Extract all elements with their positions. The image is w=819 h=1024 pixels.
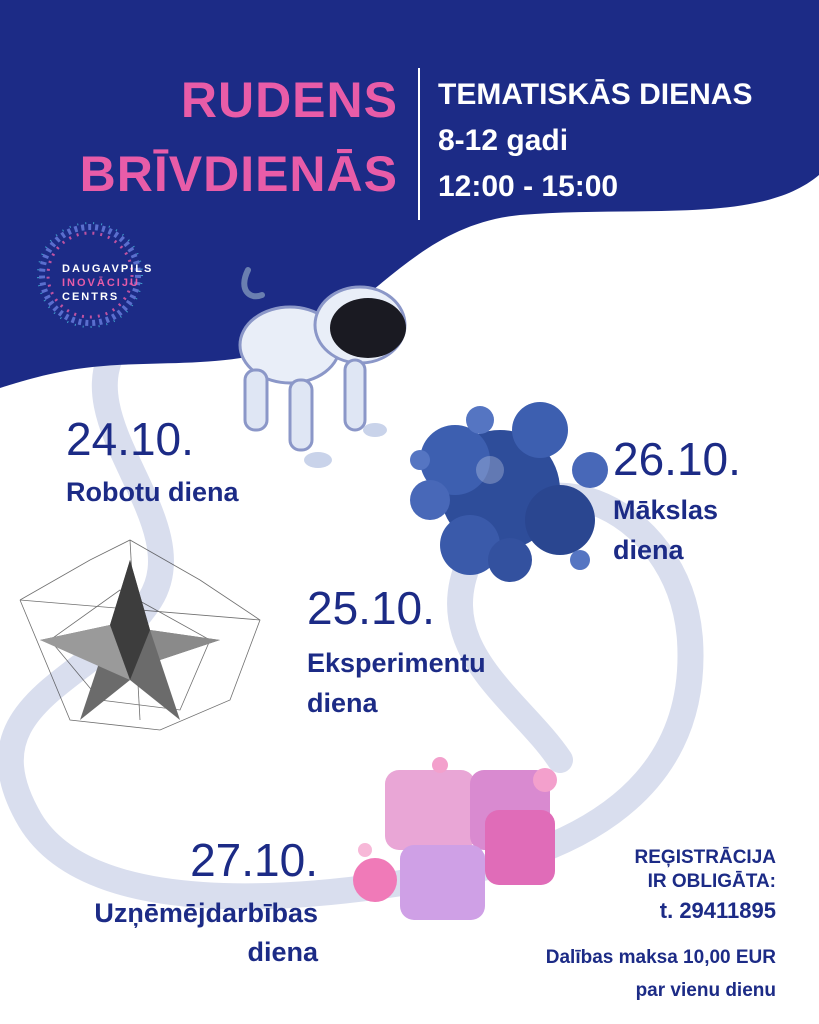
- title-line-2: BRĪVDIENĀS: [79, 146, 398, 202]
- day-4-label-line-2: diena: [247, 937, 318, 967]
- day-4-date: 27.10.: [190, 834, 318, 886]
- info-line-3: 12:00 - 15:00: [438, 170, 619, 203]
- day-2-label-line-2: diena: [307, 688, 378, 718]
- day-2-label-line-1: Eksperimentu: [307, 648, 486, 678]
- day-1-date: 24.10.: [66, 413, 194, 465]
- fee-line-1: Dalības maksa 10,00 EUR: [545, 947, 776, 968]
- info-line-2: 8-12 gadi: [438, 124, 569, 157]
- day-4-label-line-1: Uzņēmējdarbības: [94, 898, 318, 928]
- day-3-label-line-1: Mākslas: [613, 495, 719, 525]
- day-3-label-line-2: diena: [613, 535, 684, 565]
- logo-line-3: CENTRS: [62, 291, 120, 303]
- puzzle-illustration: [353, 757, 557, 920]
- info-line-1: TEMATISKĀS DIENAS: [438, 78, 753, 111]
- fee-line-2: par vienu dienu: [635, 980, 776, 1001]
- day-2-date: 25.10.: [307, 582, 435, 634]
- title-line-1: RUDENS: [180, 72, 398, 128]
- registration-line-2: IR OBLIGĀTA:: [647, 871, 776, 892]
- logo-line-2: INOVĀCIJU: [62, 277, 140, 289]
- logo-line-1: DAUGAVPILS: [62, 263, 154, 275]
- header-divider: [418, 68, 420, 220]
- registration-line-1: REĢISTRĀCIJA: [634, 847, 776, 868]
- logo: [62, 262, 153, 304]
- day-1-label: Robotu diena: [66, 477, 239, 507]
- day-3-date: 26.10.: [613, 433, 741, 485]
- registration-phone: t. 29411895: [659, 898, 776, 923]
- spheres-illustration: [410, 402, 608, 582]
